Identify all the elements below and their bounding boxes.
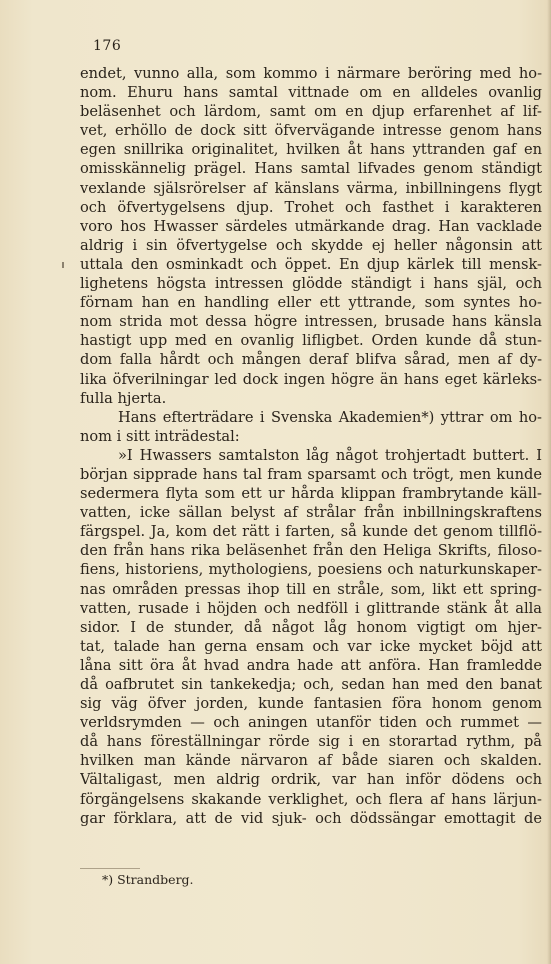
quote-line: sedermera flyta som ett ur hårda klippan frambrytande käll- bbox=[80, 485, 542, 503]
quote-line: början sipprade hans tal fram sparsamt och trögt, men kunde bbox=[80, 465, 542, 483]
text-line: dom falla hårdt och mången deraf blifva sårad, men af dy- bbox=[80, 351, 542, 369]
text-line: uttala den osminkadt och öppet. En djup kärlek till mensk- bbox=[80, 255, 542, 273]
text-line: och öfvertygelsens djup. Trohet och fasthet i karakteren bbox=[80, 198, 542, 216]
text-line: Hans efterträdare i Svenska Akademien*) yttrar om ho- bbox=[118, 408, 542, 426]
quote-line: Vältaligast, men aldrig ordrik, var han inför dödens och bbox=[80, 771, 542, 789]
text-line: förnam han en handling eller ett yttrande, som syntes ho- bbox=[80, 294, 542, 312]
quote-line: »I Hwassers samtalston låg något trohjertadt buttert. I bbox=[118, 446, 542, 464]
quote-line: fiens, historiens, mythologiens, poesiens och naturkunskaper- bbox=[80, 561, 542, 579]
page-number: 176 bbox=[93, 38, 122, 54]
text-line: egen snillrika originalitet, hvilken åt hans yttranden gaf en bbox=[80, 141, 542, 159]
print-speck bbox=[62, 262, 64, 268]
quote-line: låna sitt öra åt hvad andra hade att anföra. Han framledde bbox=[80, 656, 542, 674]
text-line: nom strida mot dessa högre intressen, brusade hans känsla bbox=[80, 313, 542, 331]
quote-line: sidor. I de stunder, då något låg honom vigtigt om hjer- bbox=[80, 618, 542, 636]
text-line: aldrig i sin öfvertygelse och skydde ej heller någonsin att bbox=[80, 236, 542, 254]
text-line: lika öfverilningar led dock ingen högre än hans eget kärleks- bbox=[80, 370, 542, 388]
quote-line: verldsrymden — och aningen utanför tiden och rummet — bbox=[80, 714, 542, 732]
quote-line: vatten, rusade i höjden och nedföll i glittrande stänk åt alla bbox=[80, 599, 542, 617]
quote-line: vatten, icke sällan belyst af strålar från inbillningskraftens bbox=[80, 504, 542, 522]
body-text bbox=[80, 64, 542, 828]
quote-line: då oafbrutet sin tankekedja; och, sedan han med den banat bbox=[80, 676, 542, 693]
quote-line: den från hans rika beläsenhet från den Heliga Skrifts, filoso- bbox=[80, 542, 542, 560]
quote-line: gar förklara, att de vid sjuk- och dödssängar emottagit de bbox=[80, 809, 542, 827]
quote-line: färgspel. Ja, kom det rätt i farten, så kunde det genom tillflö- bbox=[80, 523, 542, 541]
text-line: beläsenhet och lärdom, samt om en djup erfarenhet af lif- bbox=[80, 103, 542, 121]
text-line: voro hos Hwasser särdeles utmärkande drag. Han vacklade bbox=[80, 217, 542, 235]
text-line: vexlande själsrörelser af känslans värma, inbillningens flygt bbox=[80, 179, 542, 197]
text-line: nom i sitt inträdestal: bbox=[80, 427, 240, 445]
quote-line: hvilken man kände närvaron af både siaren och skalden. bbox=[80, 752, 542, 770]
footnote: *) Strandberg. bbox=[102, 872, 194, 887]
quote-line: förgängelsens skakande verklighet, och flera af hans lärjun- bbox=[80, 790, 542, 808]
quote-line: nas områden pressas ihop till en stråle, som, likt ett spring- bbox=[80, 580, 542, 598]
text-line: endet, vunno alla, som kommo i närmare beröring med ho- bbox=[80, 65, 542, 82]
quote-line: tat, talade han gerna ensam och var icke mycket böjd att bbox=[80, 637, 542, 655]
quote-line: sig väg öfver jorden, kunde fantasien föra honom genom bbox=[80, 695, 542, 713]
quote-line: då hans föreställningar rörde sig i en storartad rythm, på bbox=[80, 733, 542, 751]
footnote-rule bbox=[80, 868, 140, 869]
text-line: vet, erhöllo de dock sitt öfvervägande intresse genom hans bbox=[80, 122, 542, 140]
text-line: hastigt upp med en ovanlig lifligbet. Orden kunde då stun- bbox=[80, 332, 542, 350]
text-line: fulla hjerta. bbox=[80, 389, 167, 407]
text-line: nom. Ehuru hans samtal vittnade om en alldeles ovanlig bbox=[80, 84, 542, 102]
text-line: omisskännelig prägel. Hans samtal lifvades genom ständigt bbox=[80, 160, 542, 178]
text-line: lighetens högsta intressen glödde ständigt i hans själ, och bbox=[80, 275, 542, 293]
page-edge-shadow bbox=[547, 0, 551, 964]
